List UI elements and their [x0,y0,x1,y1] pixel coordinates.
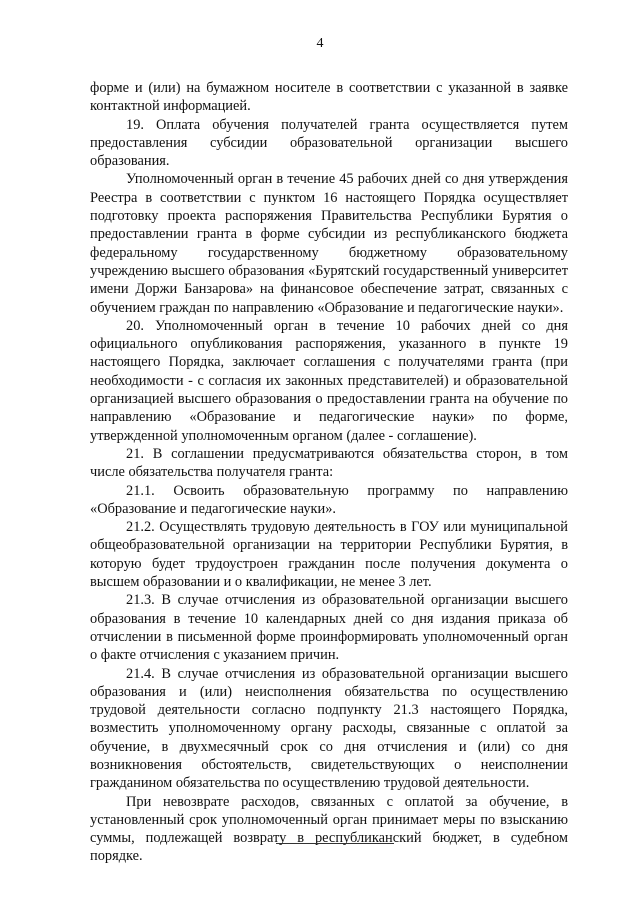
page-number: 4 [316,36,324,51]
paragraph-item-21-1: 21.1. Освоить образовательную программу по направлению «Образование и педагогические науки». [90,482,568,517]
paragraph-authorized-body-45-days: Уполномоченный орган в течение 45 рабочих дней со дня утверждения Реестра в соответствии с пунктом 16 настоящего Порядка осуществляет подготовку проекта распоряжения Правительства Республики Бурятия о предоставлении гранта в форме субсидии из республиканского бюджета федеральному государственному бюджетному образовательному учреждению высшего образования «Бурятский государственный университет имени Доржи Банзарова» на финансовое обеспечение затрат, связанных с обучением граждан по направлению «Образование и педагогические науки». [90,171,568,316]
document-body [90,79,568,866]
paragraph-item-21-3: 21.3. В случае отчисления из образовательной организации высшего образования в течение 10 календарных дней со дня издания приказа об отчислении в письменной форме проинформировать уполномоченный орган о факте отчисления с указанием причин. [90,592,568,664]
paragraph-item-21-4: 21.4. В случае отчисления из образовательной организации высшего образования и (или) неисполнения обязательства по осуществлению трудовой деятельности согласно подпункту 21.3 настоящего Порядка, возместить уполномоченному органу расходы, связанные с оплатой за обучение, в двухмесячный срок со дня отчисления и (или) со дня возникновения обстоятельств, свидетельствующих о неисполнении гражданином обязательства по осуществлению трудовой деятельности. [90,665,568,792]
paragraph-continuation: форме и (или) на бумажном носителе в соответствии с указанной в заявке контактной информацией. [90,80,568,115]
paragraph-non-return: При невозврате расходов, связанных с оплатой за обучение, в установленный срок уполномоченный орган принимает меры по взысканию суммы, подлежащей возврату в республиканский бюджет, в судебном порядке. [90,793,568,865]
paragraph-item-21-2: 21.2. Осуществлять трудовую деятельность в ГОУ или муниципальной общеобразовательной организации на территории Республики Бурятия, в которую будет трудоустроен гражданин после получения документа о высшем образовании и о квалификации, не менее 3 лет. [90,519,568,591]
paragraph-item-20: 20. Уполномоченный орган в течение 10 рабочих дней со дня официального опубликования распоряжения, указанного в пункте 19 настоящего Порядка, заключает соглашения с получателями гранта (при необходимости - с согласия их законных представителей) и образовательной организацией высшего образования о предоставлении гранта на обучение по направлению «Образование и педагогические науки» по форме, утвержденной уполномоченным органом (далее - соглашение). [90,317,568,444]
end-separator-line [276,843,394,844]
paragraph-item-19: 19. Оплата обучения получателей гранта осуществляется путем предоставления субсидии образовательной организации высшего образования. [90,116,568,170]
paragraph-item-21: 21. В соглашении предусматриваются обязательства сторон, в том числе обязательства получателя гранта: [90,445,568,481]
